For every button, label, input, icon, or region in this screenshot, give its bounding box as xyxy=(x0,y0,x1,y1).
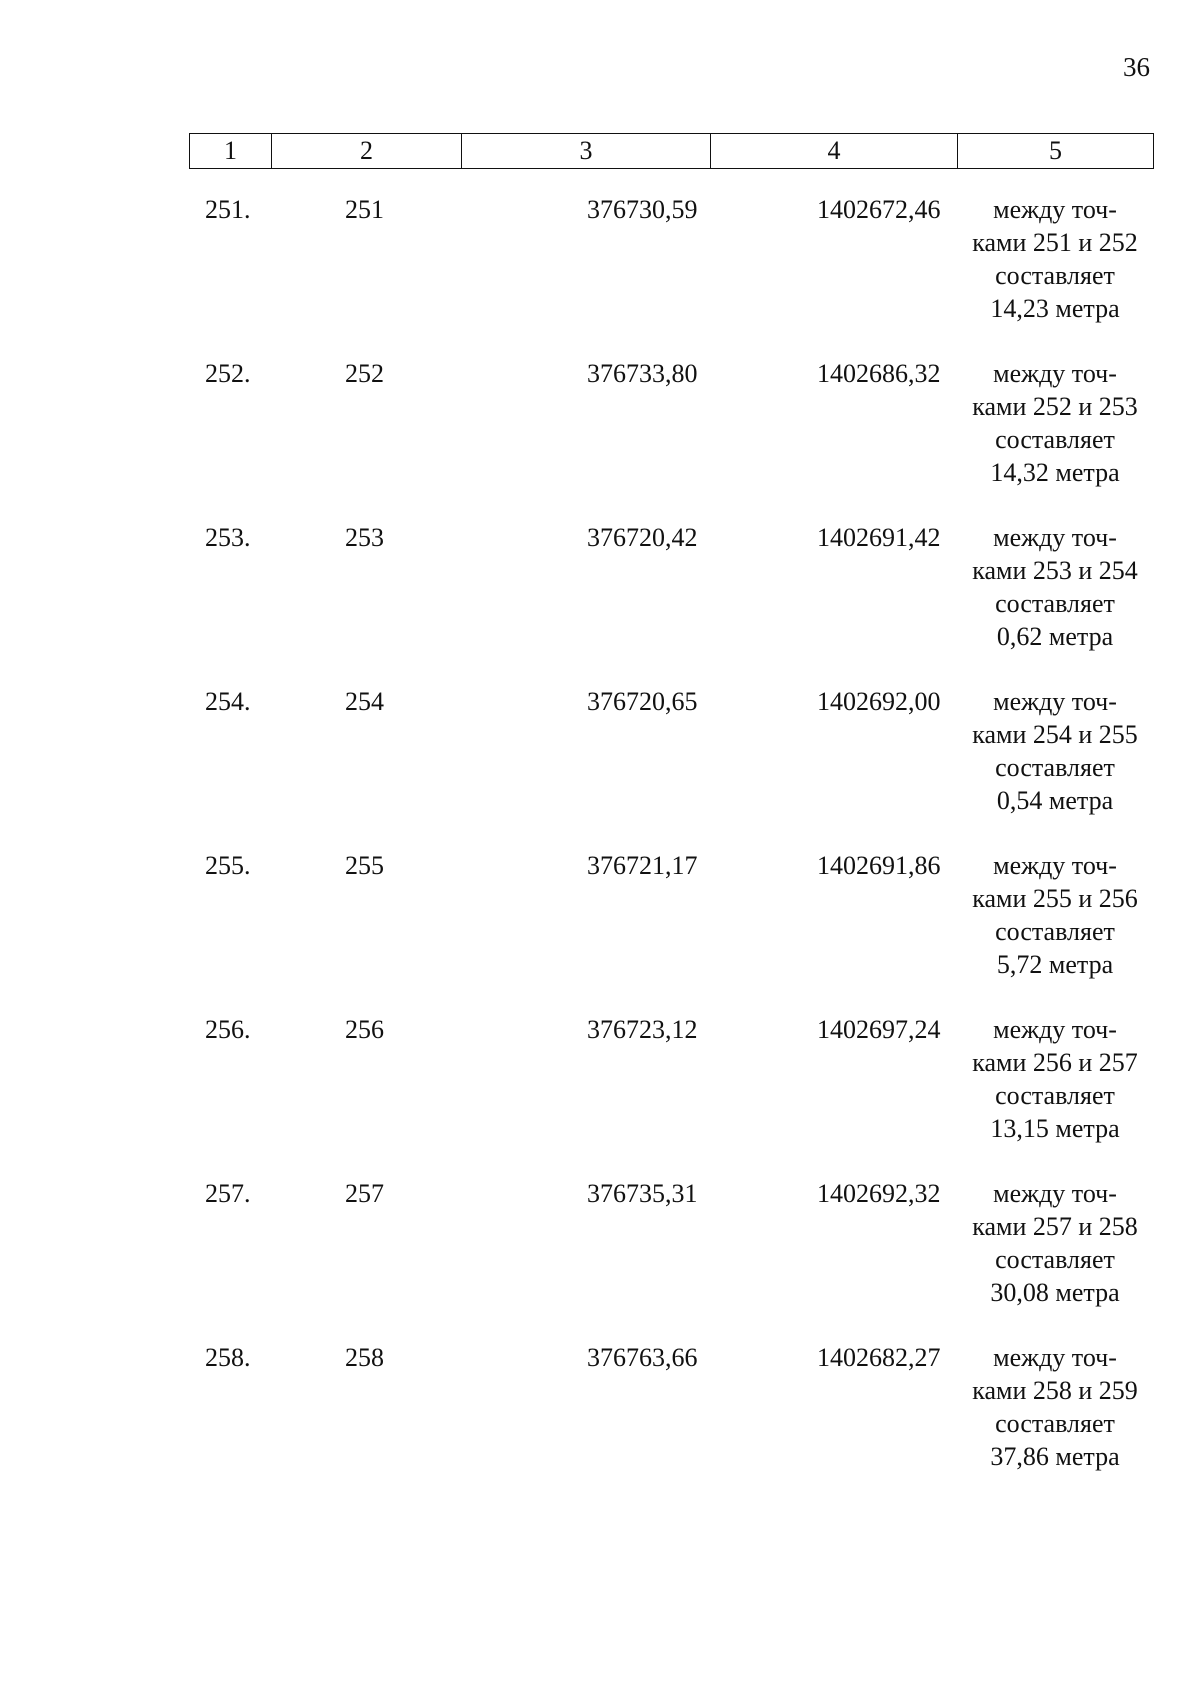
row-number: 256. xyxy=(205,1015,251,1044)
description-line: 14,32 метра xyxy=(990,458,1120,487)
description-line: составляет xyxy=(995,1081,1115,1110)
coordinate-y: 1402692,32 xyxy=(817,1179,941,1208)
row-number: 252. xyxy=(205,359,251,388)
description-line: между точ- xyxy=(993,1015,1117,1044)
point-number: 254 xyxy=(345,687,384,716)
table-row xyxy=(0,1013,1200,1177)
description-line: между точ- xyxy=(993,195,1117,224)
description-line: составляет xyxy=(995,753,1115,782)
description-line: между точ- xyxy=(993,1179,1117,1208)
description-line: 0,62 метра xyxy=(996,622,1114,651)
coordinate-x: 376733,80 xyxy=(587,359,698,388)
description-line: ками 252 и 253 xyxy=(972,392,1138,421)
coordinate-y: 1402672,46 xyxy=(817,195,941,224)
description-line: между точ- xyxy=(993,851,1117,880)
distance-description xyxy=(955,357,1155,489)
description-line: составляет xyxy=(995,1245,1115,1274)
description-line: ками 253 и 254 xyxy=(972,556,1138,585)
coordinate-x: 376720,42 xyxy=(587,523,698,552)
row-number: 253. xyxy=(205,523,251,552)
point-number: 251 xyxy=(345,195,384,224)
description-line: ками 256 и 257 xyxy=(972,1048,1138,1077)
description-line: составляет xyxy=(995,261,1115,290)
description-line: 37,86 метра xyxy=(990,1442,1120,1471)
table-row xyxy=(0,1341,1200,1505)
page-number: 36 xyxy=(1123,52,1150,82)
coordinate-y: 1402682,27 xyxy=(817,1343,941,1372)
column-header-table xyxy=(189,133,1154,169)
description-line: ками 258 и 259 xyxy=(972,1376,1138,1405)
table-row xyxy=(0,685,1200,849)
description-line: составляет xyxy=(995,917,1115,946)
coordinate-rows xyxy=(0,193,1200,1505)
coordinate-y: 1402697,24 xyxy=(817,1015,941,1044)
column-header-1: 1 xyxy=(190,134,272,169)
description-line: составляет xyxy=(995,589,1115,618)
coordinate-y: 1402691,42 xyxy=(817,523,941,552)
description-line: ками 257 и 258 xyxy=(972,1212,1138,1241)
description-line: составляет xyxy=(995,425,1115,454)
column-header-4: 4 xyxy=(711,134,958,169)
column-header-5: 5 xyxy=(958,134,1154,169)
description-line: 0,54 метра xyxy=(996,786,1114,815)
column-header-2: 2 xyxy=(272,134,462,169)
coordinate-x: 376730,59 xyxy=(587,195,698,224)
coordinate-x: 376720,65 xyxy=(587,687,698,716)
table-row xyxy=(0,1177,1200,1341)
column-header-3: 3 xyxy=(462,134,711,169)
distance-description xyxy=(955,1013,1155,1145)
distance-description xyxy=(955,193,1155,325)
coordinate-x: 376723,12 xyxy=(587,1015,698,1044)
coordinate-y: 1402692,00 xyxy=(817,687,941,716)
table-row xyxy=(0,357,1200,521)
description-line: между точ- xyxy=(993,359,1117,388)
row-number: 257. xyxy=(205,1179,251,1208)
description-line: 5,72 метра xyxy=(996,950,1114,979)
description-line: ками 251 и 252 xyxy=(972,228,1138,257)
description-line: между точ- xyxy=(993,687,1117,716)
point-number: 257 xyxy=(345,1179,384,1208)
table-row xyxy=(0,193,1200,357)
row-number: 258. xyxy=(205,1343,251,1372)
point-number: 256 xyxy=(345,1015,384,1044)
coordinate-x: 376735,31 xyxy=(587,1179,698,1208)
coordinate-x: 376763,66 xyxy=(587,1343,698,1372)
description-line: составляет xyxy=(995,1409,1115,1438)
point-number: 252 xyxy=(345,359,384,388)
coordinate-y: 1402686,32 xyxy=(817,359,941,388)
description-line: 14,23 метра xyxy=(990,294,1120,323)
description-line: 30,08 метра xyxy=(990,1278,1120,1307)
coordinate-y: 1402691,86 xyxy=(817,851,941,880)
column-header-row xyxy=(190,134,1154,169)
description-line: между точ- xyxy=(993,523,1117,552)
description-line: ками 255 и 256 xyxy=(972,884,1138,913)
point-number: 253 xyxy=(345,523,384,552)
description-line: 13,15 метра xyxy=(990,1114,1120,1143)
row-number: 255. xyxy=(205,851,251,880)
table-row xyxy=(0,521,1200,685)
distance-description xyxy=(955,1177,1155,1309)
coordinate-x: 376721,17 xyxy=(587,851,698,880)
description-line: ками 254 и 255 xyxy=(972,720,1138,749)
distance-description xyxy=(955,685,1155,817)
row-number: 251. xyxy=(205,195,251,224)
point-number: 255 xyxy=(345,851,384,880)
description-line: между точ- xyxy=(993,1343,1117,1372)
point-number: 258 xyxy=(345,1343,384,1372)
table-row xyxy=(0,849,1200,1013)
row-number: 254. xyxy=(205,687,251,716)
distance-description xyxy=(955,1341,1155,1473)
distance-description xyxy=(955,849,1155,981)
distance-description xyxy=(955,521,1155,653)
